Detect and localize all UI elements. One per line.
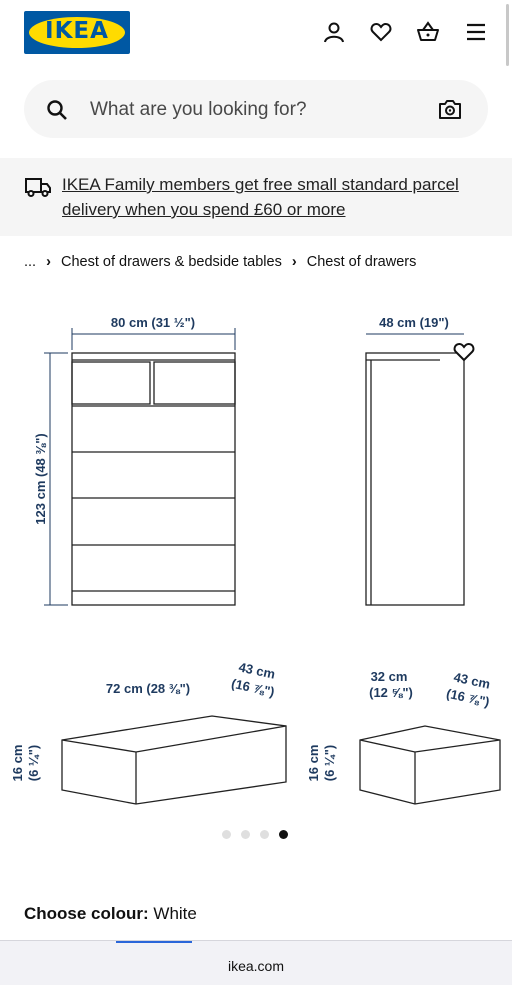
small-drawer-depth-in-label: (16 ⅞"): [444, 685, 491, 710]
small-drawer-depth-cm-label: 43 cm: [452, 669, 492, 692]
chest-front-drawing: [72, 353, 235, 605]
tab-indicator: [116, 941, 192, 943]
person-icon[interactable]: [322, 20, 346, 44]
large-drawer-depth-cm-label: 43 cm: [237, 659, 277, 682]
chest-side-drawing: [366, 353, 464, 605]
choose-colour: [24, 904, 197, 924]
camera-search-icon[interactable]: [438, 98, 462, 120]
side-depth-label: 48 cm (19"): [379, 315, 449, 330]
small-drawer-width-in-label: (12 ⅝"): [369, 685, 413, 700]
delivery-banner[interactable]: [0, 158, 512, 236]
front-width-label: 80 cm (31 ½"): [110, 315, 196, 330]
search-icon: [46, 99, 68, 121]
url-text[interactable]: ikea.com: [227, 958, 285, 974]
breadcrumb-item[interactable]: Chest of drawers: [306, 254, 417, 270]
small-drawer-height-cm-label: 16 cm: [306, 744, 321, 782]
small-drawer-drawing: [360, 726, 500, 804]
heart-icon[interactable]: [369, 20, 393, 44]
search-bar[interactable]: [24, 80, 488, 138]
choose-colour-label: Choose colour:: [24, 904, 149, 923]
truck-icon: [24, 176, 52, 198]
height-label: 123 cm (48 ⅜"): [33, 433, 48, 525]
carousel-dot[interactable]: [241, 830, 250, 839]
menu-icon[interactable]: [464, 20, 488, 44]
choose-colour-value: White: [153, 904, 197, 923]
small-drawer-height-in-label: (6 ¼"): [322, 744, 337, 782]
dimension-lines: [44, 328, 464, 605]
ikea-logo[interactable]: [24, 11, 130, 54]
carousel-dot[interactable]: [260, 830, 269, 839]
browser-url-bar[interactable]: [0, 940, 512, 985]
header: [0, 0, 512, 70]
delivery-banner-link[interactable]: IKEA Family members get free small standard parcel delivery when you spend £60 or more: [62, 175, 459, 219]
large-drawer-width-label: 72 cm (28 ⅜"): [105, 681, 191, 696]
chevron-right-icon: ›: [46, 254, 51, 270]
chevron-right-icon: ›: [291, 254, 297, 270]
breadcrumb-item[interactable]: Chest of drawers & bedside tables: [61, 254, 282, 270]
carousel-dots: [222, 830, 292, 842]
breadcrumb-ellipsis[interactable]: ...: [24, 254, 37, 270]
large-drawer-height-in-label: (6 ¼"): [26, 744, 41, 782]
logo-text: IKEA: [45, 18, 109, 44]
large-drawer-drawing: [62, 716, 286, 804]
basket-icon[interactable]: [416, 20, 440, 44]
breadcrumb: [24, 254, 416, 270]
small-drawer-width-cm-label: 32 cm: [370, 669, 408, 684]
large-drawer-depth-in-label: (16 ⅞"): [229, 675, 276, 700]
carousel-dot[interactable]: [222, 830, 231, 839]
large-drawer-height-cm-label: 16 cm: [10, 744, 25, 782]
scrollbar[interactable]: [506, 4, 509, 66]
favourite-heart-icon: [455, 344, 474, 360]
carousel-dot-active[interactable]: [279, 830, 288, 839]
product-dimension-image[interactable]: [0, 300, 512, 820]
search-input[interactable]: [88, 94, 422, 126]
